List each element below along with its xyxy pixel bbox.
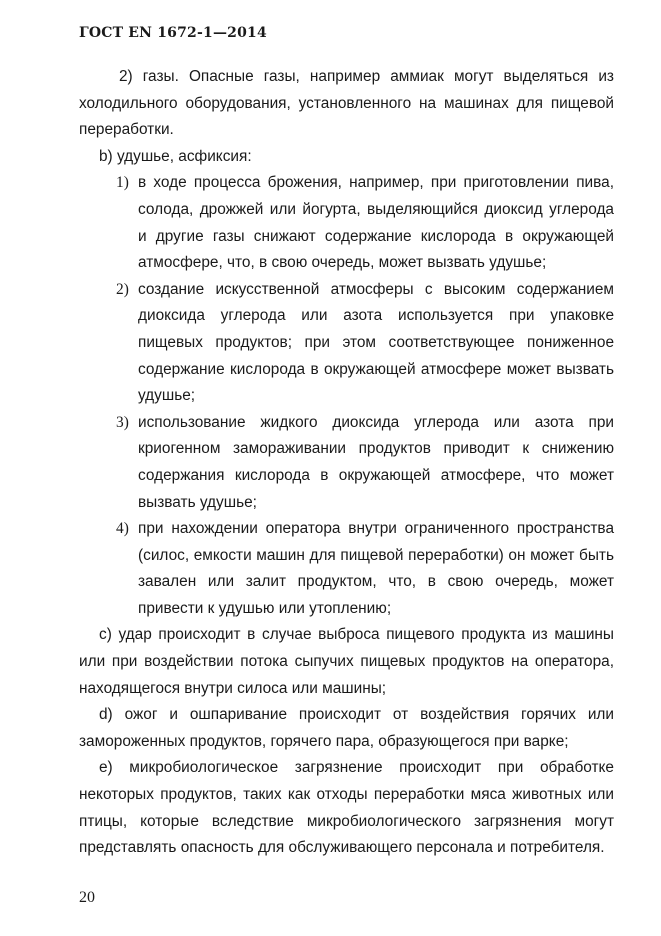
list-item-text: создание искусственной атмосферы с высоким содержанием диоксида углерода или азота используется при упаковке пищевых продуктов; при этом соответствующее пониженное содержание кислорода в окружающей атмосфере может вызвать удушье; <box>138 280 614 405</box>
document-header: ГОСТ EN 1672-1—2014 <box>79 25 267 41</box>
list-item <box>79 516 614 622</box>
list-item-number: 2) <box>116 280 129 298</box>
document-body <box>79 64 614 862</box>
list-item <box>79 277 614 410</box>
paragraph-e: e) микробиологическое загрязнение происходит при обработке некоторых продуктов, таких как отходы переработки мяса животных или птицы, которые вследствие микробиологического загрязнения могут представлять опасность для обслуживающего персонала и потребителя. <box>79 759 614 857</box>
paragraph-d: d) ожог и ошпаривание происходит от воздействия горячих или замороженных продуктов, горячего пара, образующегося при варке; <box>79 706 614 750</box>
list-item-number: 4) <box>116 520 129 538</box>
list-item-number: 3) <box>116 413 129 431</box>
list-item-text: при нахождении оператора внутри ограниченного пространства (силос, емкости машин для пищевой переработки) он может быть завален или залит продуктом, что, в свою очередь, может привести к удушью или утоплению; <box>138 520 614 617</box>
paragraph-gases: 2) газы. Опасные газы, например аммиак могут выделяться из холодильного оборудования, установленного на машинах для пищевой переработки. <box>79 68 614 139</box>
list-item <box>79 170 614 276</box>
list-item-text: в ходе процесса брожения, например, при приготовлении пива, солода, дрожжей или йогурта, выделяющийся диоксид углерода и другие газы снижают содержание кислорода в окружающей атмосфере, что, в свою очередь, может вызвать удушье; <box>138 174 614 272</box>
list-item-text: использование жидкого диоксида углерода или азота при криогенном замораживании продуктов приводит к снижению содержания кислорода в окружающей атмосфере, что может вызвать удушье; <box>138 413 614 511</box>
paragraph-b: b) удушье, асфиксия: <box>99 147 252 165</box>
list-item-number: 1) <box>116 174 129 192</box>
paragraph-c: c) удар происходит в случае выброса пищевого продукта из машины или при воздействии потока сыпучих пищевых продуктов на оператора, находящегося внутри силоса или машины; <box>79 626 614 697</box>
list-item <box>79 410 614 516</box>
page-number: 20 <box>79 889 95 906</box>
